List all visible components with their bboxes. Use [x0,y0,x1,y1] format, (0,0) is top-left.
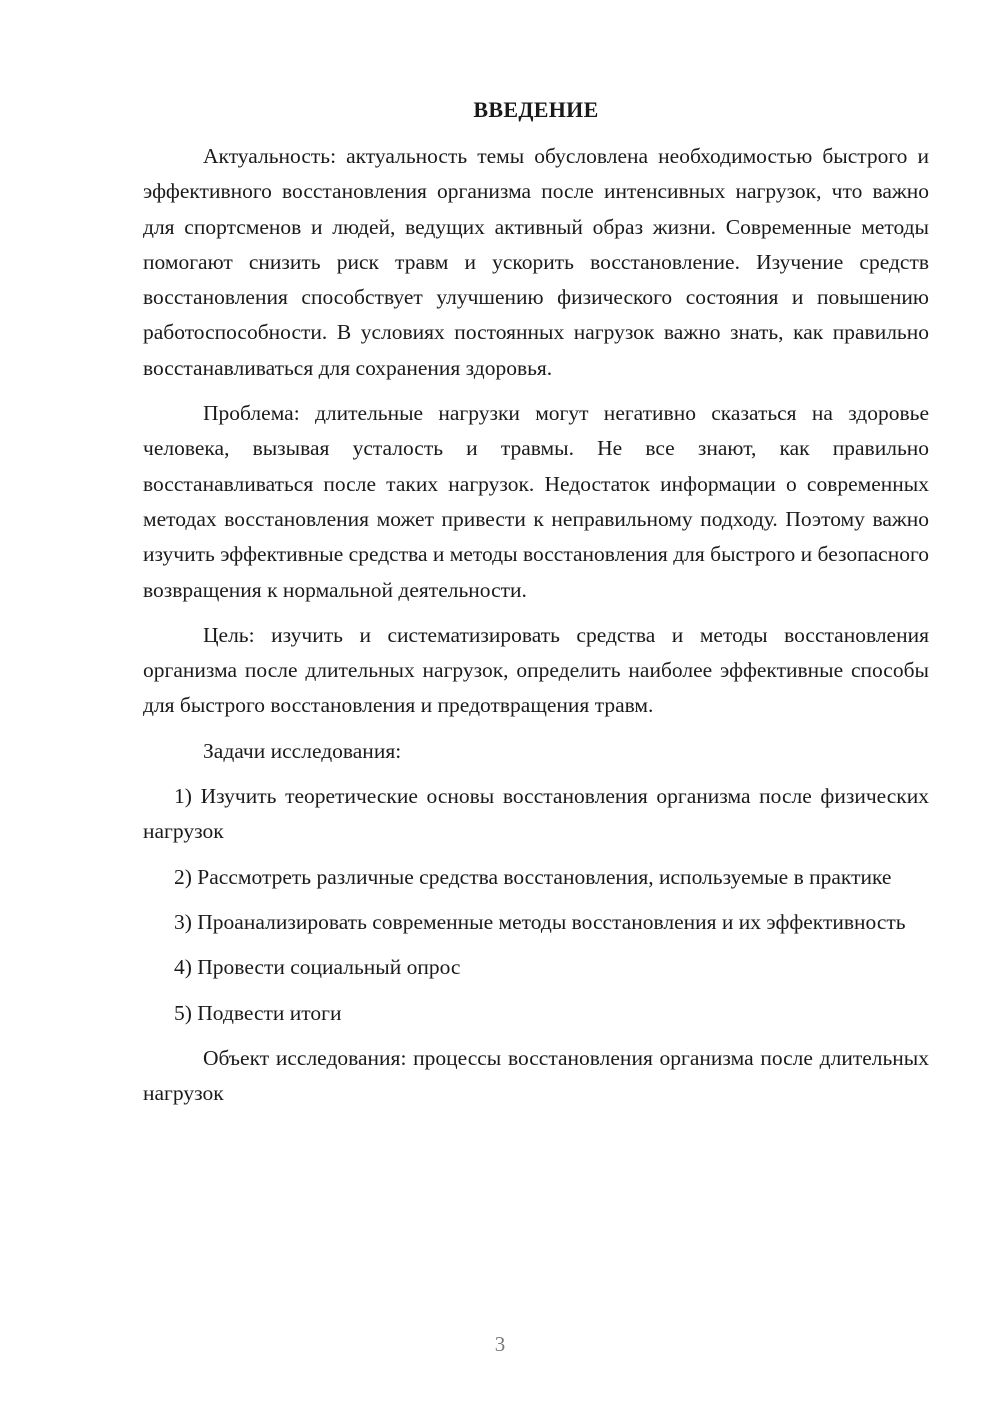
task-item-4: 4) Провести социальный опрос [174,955,461,980]
page-title: ВВЕДЕНИЕ [473,97,599,122]
relevance-paragraph: Актуальность: актуальность темы обусловлена необходимостью быстрого и эффективного восстановления организма после интенсивных нагрузок, что важно для спортсменов и людей, ведущих активный образ жизни. Современные методы помогают снизить риск травм и ускорить восстановление. Изучение средств восстановления способствует улучшению физического состояния и повышению работоспособности. В условиях постоянных нагрузок важно знать, как правильно восстанавливаться для сохранения здоровья. [143,144,929,380]
document-page [143,92,929,1111]
task-item-3: 3) Проанализировать современные методы восстановления и их эффективность [174,909,906,934]
task-item-1: 1) Изучить теоретические основы восстановления организма после физических нагрузок [143,784,929,844]
task-item-2: 2) Рассмотреть различные средства восстановления, используемые в практике [174,864,892,889]
problem-paragraph: Проблема: длительные нагрузки могут негативно сказаться на здоровье человека, вызывая усталость и травмы. Не все знают, как правильно восстанавливаться после таких нагрузок. Недостаток информации о современных методах восстановления может привести к неправильному подходу. Поэтому важно изучить эффективные средства и методы восстановления для быстрого и безопасного возвращения к нормальной деятельности. [143,401,929,602]
object-paragraph: Объект исследования: процессы восстановления организма после длительных нагрузок [143,1045,929,1106]
tasks-heading: Задачи исследования: [203,738,402,763]
page-number: 3 [494,1332,506,1356]
task-item-5: 5) Подвести итоги [174,1000,342,1025]
goal-paragraph: Цель: изучить и систематизировать средства и методы восстановления организма после длительных нагрузок, определить наиболее эффективные способы для быстрого восстановления и предотвращения травм. [143,622,929,718]
